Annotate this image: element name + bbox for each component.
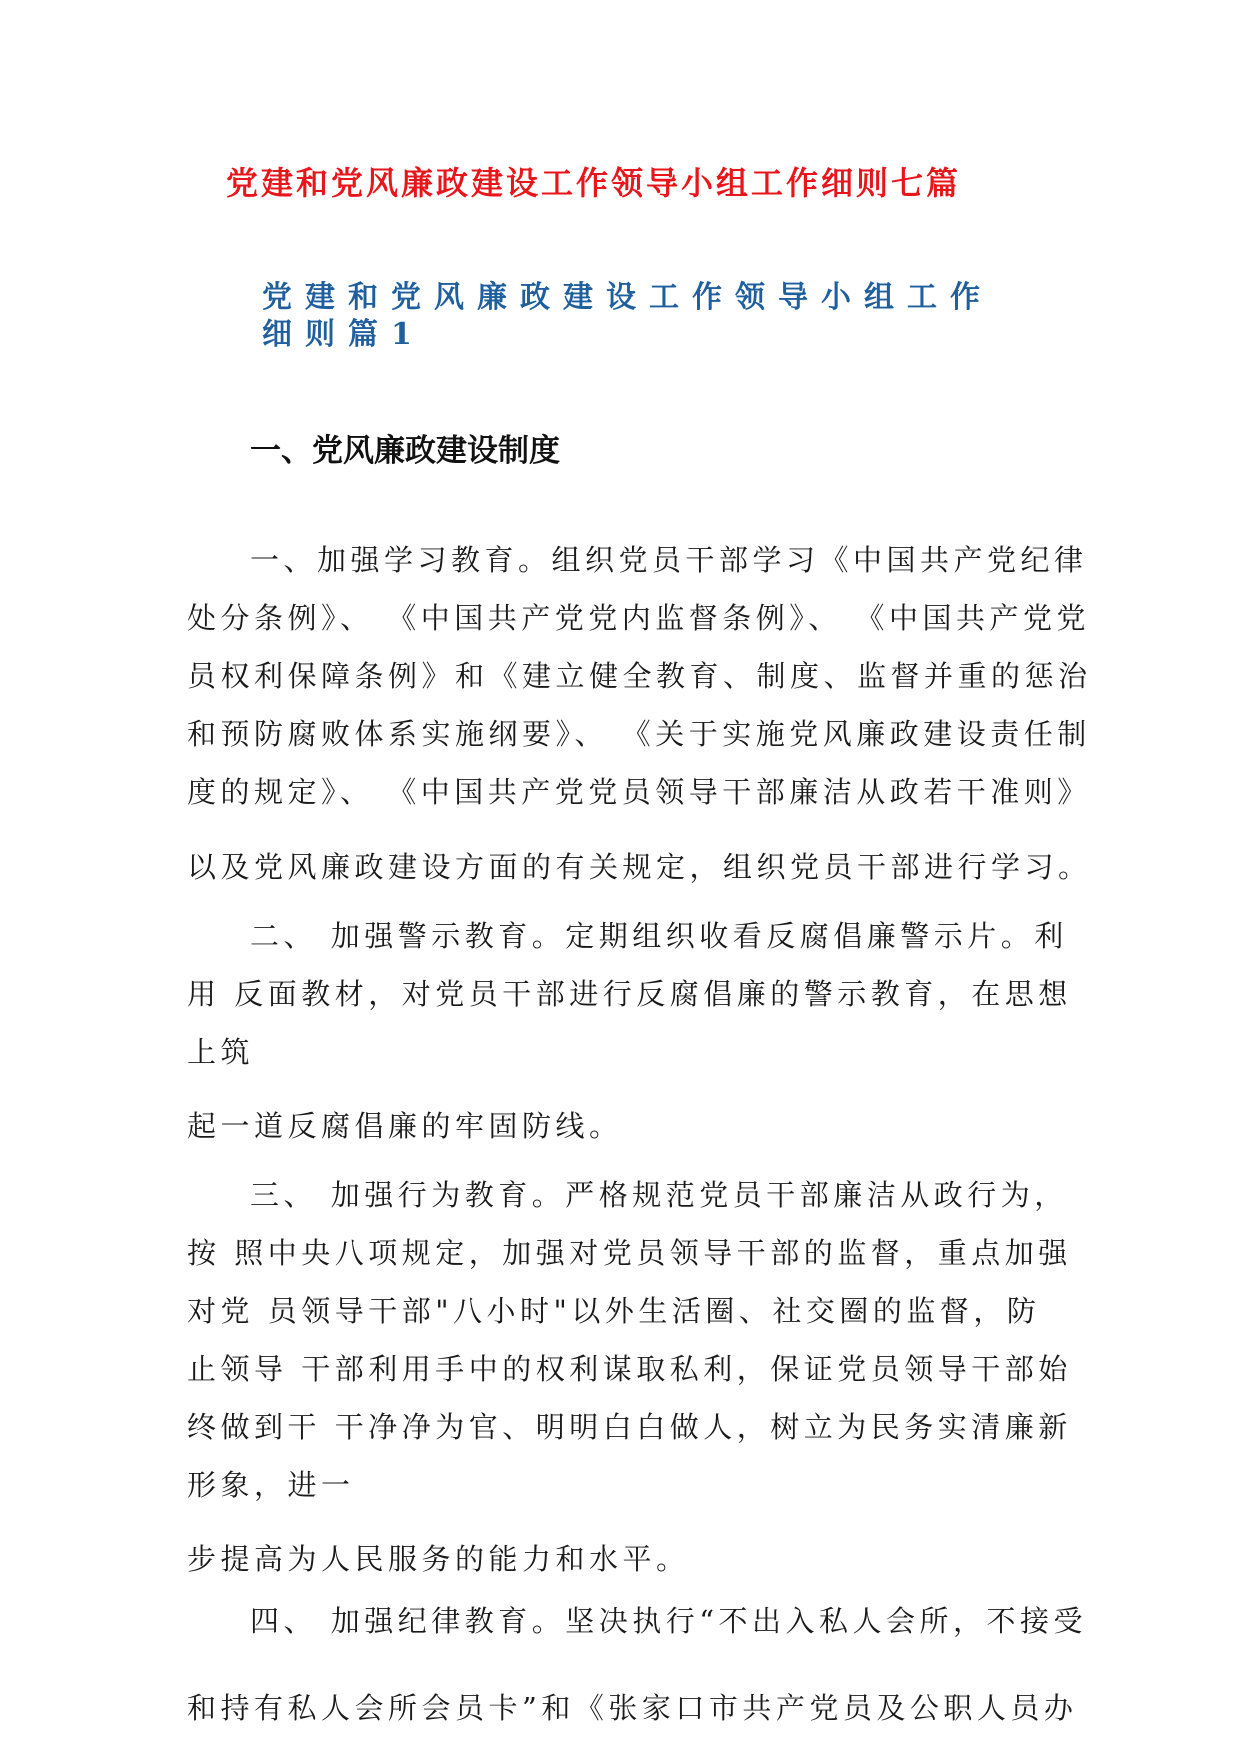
body-line: 一、加强学习教育。组织党员干部学习《中国共产党纪律 — [250, 543, 1088, 577]
body-line: 和预防腐败体系实施纲要》、 《关于实施党风廉政建设责任制 — [187, 717, 1091, 751]
body-line: 员权利保障条例》和《建立健全教育、制度、监督并重的惩治 — [187, 659, 1092, 693]
body-line: 处分条例》、 《中国共产党党内监督条例》、 《中国共产党党 — [187, 601, 1090, 635]
body-line: 起一道反腐倡廉的牢固防线。 — [187, 1109, 623, 1143]
body-line: 止领导 干部利用手中的权利谋取私利，保证党员领导干部始 — [187, 1352, 1072, 1386]
body-line: 终做到干 干净净为官、明明白白做人，树立为民务实清廉新 — [187, 1410, 1072, 1444]
body-line: 上筑 — [187, 1035, 255, 1069]
section-heading: 一、党风廉政建设制度 — [250, 433, 560, 469]
body-line: 四、 加强纪律教育。坚决执行“不出入私人会所，不接受 — [250, 1604, 1088, 1638]
subtitle-line: 细则篇1 — [262, 317, 425, 352]
body-line: 按 照中央八项规定，加强对党员领导干部的监督，重点加强 — [187, 1236, 1072, 1270]
body-line: 度的规定》、 《中国共产党党员领导干部廉洁从政若干准则》 — [187, 775, 1091, 809]
body-line: 以及党风廉政建设方面的有关规定，组织党员干部进行学习。 — [187, 850, 1092, 884]
body-line: 对党 员领导干部"八小时"以外生活圈、社交圈的监督，防 — [187, 1294, 1041, 1328]
body-line: 用 反面教材，对党员干部进行反腐倡廉的警示教育，在思想 — [187, 977, 1072, 1011]
body-line: 二、 加强警示教育。定期组织收看反腐倡廉警示片。利 — [250, 919, 1068, 953]
subtitle-line: 党建和党风廉政建设工作领导小组工作 — [262, 280, 993, 315]
body-line: 形象，进一 — [187, 1468, 355, 1502]
body-line: 三、 加强行为教育。严格规范党员干部廉洁从政行为， — [250, 1178, 1068, 1212]
body-line: 步提高为人民服务的能力和水平。 — [187, 1542, 690, 1576]
document-title: 党建和党风廉政建设工作领导小组工作细则七篇 — [226, 164, 962, 202]
body-line: 和持有私人会所会员卡”和《张家口市共产党员及公职人员办 — [187, 1691, 1078, 1725]
